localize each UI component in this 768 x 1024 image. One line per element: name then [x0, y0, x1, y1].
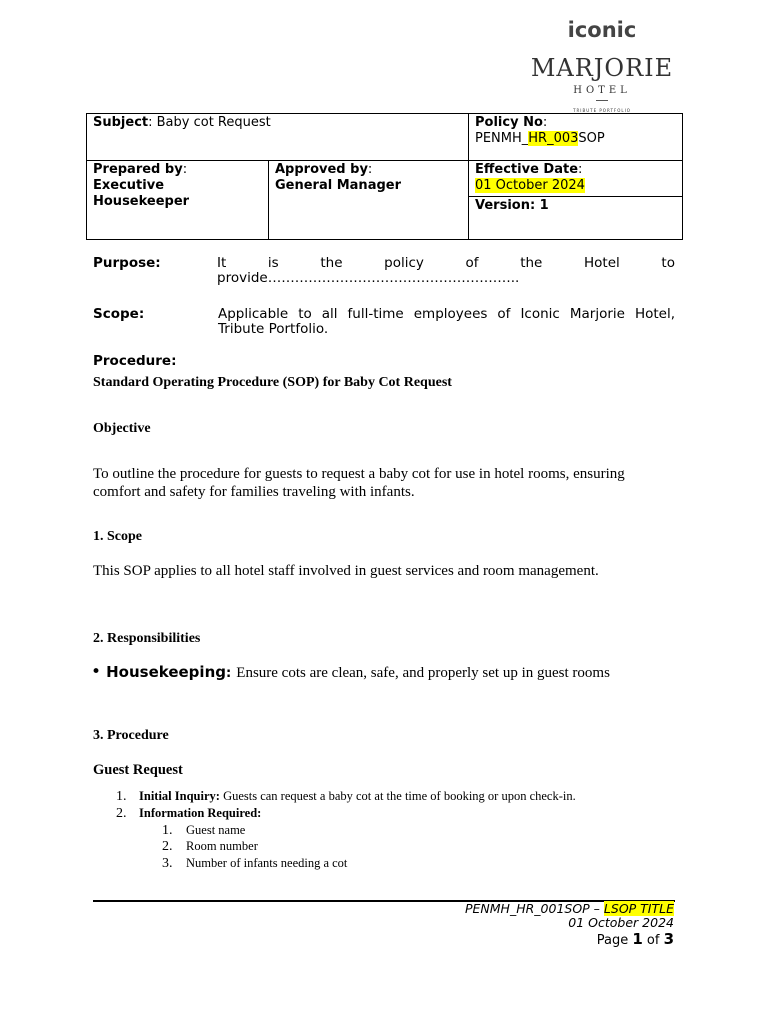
sop-title: Standard Operating Procedure (SOP) for Baby Cot Request — [93, 375, 452, 390]
section-3-heading: 3. Procedure — [93, 728, 169, 743]
subject-cell — [87, 114, 469, 161]
list-item-label: Information Required: — [139, 806, 262, 820]
sub-list-text: Room number — [186, 839, 258, 853]
logo-marjorie-wordmark: MARJORIE — [530, 54, 674, 82]
purpose-word: of — [465, 255, 479, 271]
sub-list-text: Number of infants needing a cot — [186, 856, 348, 870]
policy-no-suffix: SOP — [578, 131, 605, 146]
policy-no-highlight: HR_003 — [528, 131, 579, 146]
purpose-word: policy — [384, 255, 424, 271]
list-item-text: Guests can request a baby cot at the time of booking or upon check-in. — [219, 789, 576, 803]
purpose-word: the — [520, 255, 543, 271]
version-cell — [469, 197, 683, 240]
purpose-word: the — [320, 255, 343, 271]
page-of: of — [642, 933, 664, 948]
approved-by-value: General Manager — [275, 178, 401, 193]
version-text: Version: 1 — [475, 198, 549, 213]
logo-tagline: TRIBUTE PORTFOLIO — [573, 108, 631, 113]
effective-date-cell — [469, 161, 683, 197]
responsibility-label: Housekeeping — [106, 663, 226, 681]
purpose-line-1 — [217, 255, 675, 271]
effective-date-label: Effective Date — [475, 162, 579, 177]
list-item-label: Initial Inquiry: — [139, 789, 220, 803]
section-1-text: This SOP applies to all hotel staff involved in guest services and room management. — [93, 563, 599, 579]
footer-doc-ref — [465, 901, 674, 916]
footer-doc-code: PENMH_HR_001SOP – — [464, 901, 604, 916]
footer-doc-title: LSOP TITLE — [603, 901, 674, 916]
purpose-label: Purpose: — [93, 255, 161, 271]
bullet-icon: • — [91, 662, 102, 682]
footer-page-number — [597, 930, 674, 948]
logo-iconic-wordmark: iconic — [567, 18, 637, 42]
policy-no-cell — [469, 114, 683, 161]
scope-line-2: Tribute Portfolio. — [218, 321, 329, 337]
approved-by-colon: : — [367, 162, 373, 177]
sub-list-text: Guest name — [186, 823, 246, 837]
page-current: 1 — [632, 930, 643, 948]
page-word: Page — [596, 933, 633, 948]
subject-value: : Baby cot Request — [148, 115, 271, 130]
policy-no-label: Policy No — [475, 115, 543, 130]
effective-date-colon: : — [578, 162, 583, 177]
prepared-by-cell — [87, 161, 269, 240]
footer-date: 01 October 2024 — [568, 915, 674, 930]
objective-line-2: comfort and safety for families traveling with infants. — [93, 484, 415, 500]
purpose-word: is — [267, 255, 279, 271]
prepared-by-label: Prepared by — [93, 162, 183, 177]
prepared-by-colon: : — [182, 162, 188, 177]
approved-by-cell — [269, 161, 469, 240]
sub-list-number: 2. — [162, 839, 173, 854]
effective-date-value: 01 October 2024 — [475, 178, 585, 193]
purpose-word: to — [661, 255, 675, 271]
page-total: 3 — [663, 930, 674, 948]
sub-list-number: 1. — [162, 823, 173, 838]
scope-label: Scope: — [93, 306, 145, 322]
sub-list-number: 3. — [162, 856, 173, 871]
purpose-word: Hotel — [584, 255, 620, 271]
hotel-logo — [524, 14, 680, 113]
responsibility-text: Ensure cots are clean, safe, and properly set up in guest rooms — [236, 665, 610, 681]
guest-request-heading: Guest Request — [93, 762, 183, 778]
objective-line-1: To outline the procedure for guests to request a baby cot for use in hotel rooms, ensuring — [93, 466, 625, 482]
purpose-word: It — [217, 255, 227, 271]
objective-heading: Objective — [93, 421, 151, 436]
approved-by-label: Approved by — [275, 162, 368, 177]
policy-header-table — [86, 113, 683, 240]
sub-list-item — [162, 852, 347, 872]
purpose-line-2: provide……………………………………………….. — [217, 270, 520, 286]
policy-no-prefix: PENMH_ — [475, 131, 529, 146]
logo-hotel-text: HOTEL — [573, 85, 631, 96]
section-1-heading: 1. Scope — [93, 529, 142, 544]
procedure-label: Procedure: — [93, 353, 177, 369]
policy-no-colon: : — [542, 115, 548, 130]
list-number: 2. — [116, 806, 127, 821]
responsibility-item — [91, 662, 610, 682]
subject-label: Subject — [93, 115, 149, 130]
scope-line-1: Applicable to all full-time employees of Iconic Marjorie Hotel, — [218, 306, 675, 322]
responsibility-colon: : — [225, 666, 232, 681]
logo-divider — [596, 100, 608, 101]
prepared-by-value: Executive Housekeeper — [93, 178, 190, 209]
section-2-heading: 2. Responsibilities — [93, 631, 201, 646]
list-number: 1. — [116, 789, 127, 804]
